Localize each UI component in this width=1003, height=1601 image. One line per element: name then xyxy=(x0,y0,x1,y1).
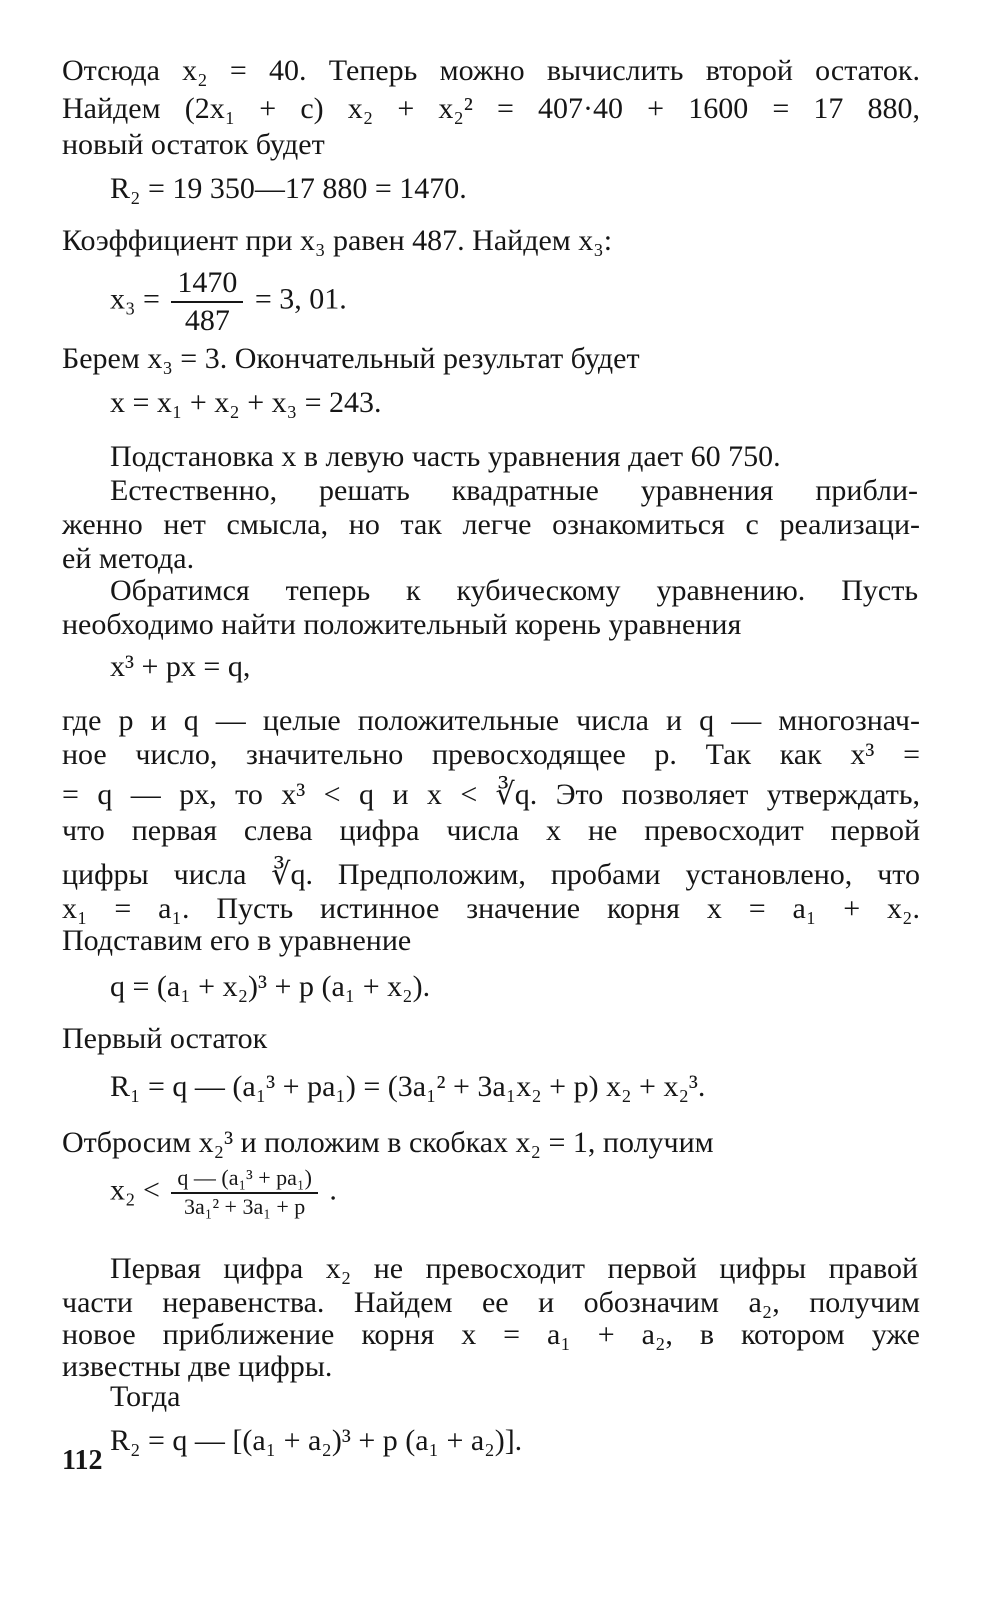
text-line: Первая цифра x₂ не превосходит первой цифры правой xyxy=(110,1252,918,1285)
text-line: ное число, значительно превосходящее p. Так как x³ = xyxy=(62,738,920,771)
text-line: необходимо найти положительный корень уравнения xyxy=(62,608,742,641)
text-line: Отсюда x₂ = 40. Теперь можно вычислить второй остаток. xyxy=(62,54,920,87)
text-line: Подстановка x в левую часть уравнения дает 60 750. xyxy=(110,440,781,473)
text-line: где p и q — целые положительные числа и q — многознач- xyxy=(62,704,920,737)
text-line: новое приближение корня x = a₁ + a₂, в котором уже xyxy=(62,1318,920,1351)
page-number: 112 xyxy=(62,1445,103,1476)
equation-cubic: x³ + px = q, xyxy=(110,650,251,683)
equation-lhs: x₃ = xyxy=(110,282,160,316)
equation-r2: R₂ = 19 350—17 880 = 1470. xyxy=(110,172,467,205)
fraction xyxy=(171,1166,318,1219)
text-line: ей метода. xyxy=(62,542,195,575)
equation-rhs: . xyxy=(329,1173,337,1207)
text-line: Естественно, решать квадратные уравнения прибли- xyxy=(110,474,918,507)
equation-lhs: x₂ < xyxy=(110,1173,160,1207)
text-line: что первая слева цифра числа x не превосходит первой xyxy=(62,814,920,847)
numerator: 1470 xyxy=(171,266,243,303)
text-line: новый остаток будет xyxy=(62,128,325,161)
text-line: Отбросим x₂³ и положим в скобках x₂ = 1, получим xyxy=(62,1126,714,1159)
denominator: 487 xyxy=(184,303,230,337)
text-line: женно нет смысла, но так легче ознакомиться с реализаци- xyxy=(62,508,920,541)
equation-r1: R₁ = q — (a₁³ + pa₁) = (3a₁² + 3a₁x₂ + p) x₂ + x₂³. xyxy=(110,1070,706,1103)
text-line: Берем x₃ = 3. Окончательный результат будет xyxy=(62,342,640,375)
equation-rhs: = 3, 01. xyxy=(254,282,347,316)
text-line: части неравенства. Найдем ее и обозначим a₂, получим xyxy=(62,1286,920,1319)
text-line: Найдем (2x₁ + c) x₂ + x₂² = 407·40 + 1600 = 17 880, xyxy=(62,92,920,125)
text-line: Первый остаток xyxy=(62,1022,268,1055)
text-line: x₁ = a₁. Пусть истинное значение корня x = a₁ + x₂. xyxy=(62,892,920,925)
text-line: Коэффициент при x₃ равен 487. Найдем x₃: xyxy=(62,224,613,257)
text-line: Тогда xyxy=(110,1380,181,1413)
text-line: известны две цифры. xyxy=(62,1350,333,1383)
equation-x3 xyxy=(110,266,347,337)
equation-x-sum: x = x₁ + x₂ + x₃ = 243. xyxy=(110,386,382,419)
equation-r2-general: R₂ = q — [(a₁ + a₂)³ + p (a₁ + a₂)]. xyxy=(110,1424,523,1457)
fraction xyxy=(171,266,243,337)
text-line: цифры числа ∛q. Предположим, пробами установлено, что xyxy=(62,858,920,891)
numerator: q — (a₁³ + pa₁) xyxy=(171,1166,318,1194)
equation-q: q = (a₁ + x₂)³ + p (a₁ + x₂). xyxy=(110,970,431,1003)
denominator: 3a₁² + 3a₁ + p xyxy=(184,1193,306,1219)
text-line: = q — px, то x³ < q и x < ∛q. Это позволяет утверждать, xyxy=(62,778,920,811)
text-line: Обратимся теперь к кубическому уравнению. Пусть xyxy=(110,574,918,607)
equation-inequality xyxy=(110,1166,337,1219)
text-line: Подставим его в уравнение xyxy=(62,924,412,957)
